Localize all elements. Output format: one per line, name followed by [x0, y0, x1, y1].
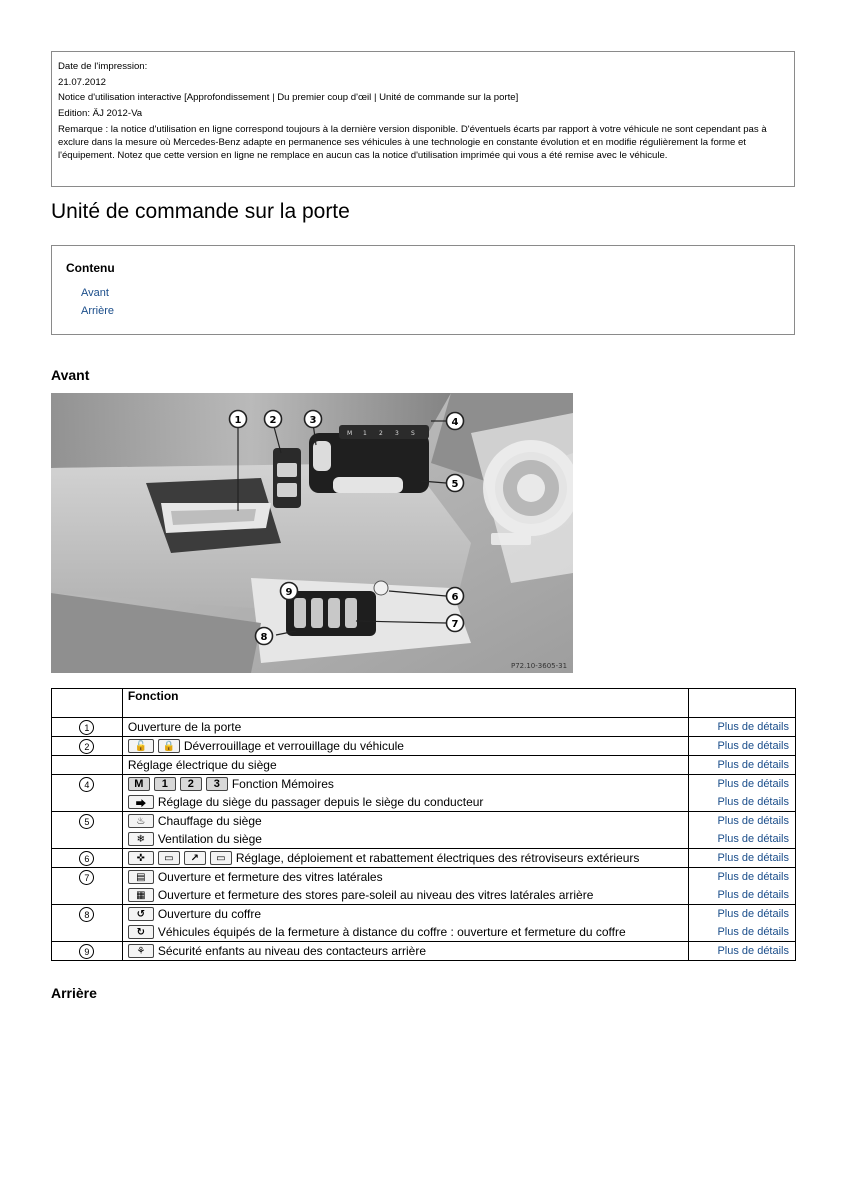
function-table: [51, 688, 796, 961]
function-line: [128, 886, 688, 904]
function-text: Réglage électrique du siège: [127, 758, 277, 772]
print-info-box: [51, 51, 795, 187]
details-cell: [688, 812, 795, 849]
details-link[interactable]: Plus de détails: [717, 926, 789, 938]
callout-1-label: 1: [234, 415, 242, 426]
table-row: [52, 905, 796, 942]
toc-heading: Contenu: [66, 261, 115, 275]
section-heading-rear: Arrière: [51, 985, 97, 1001]
function-text: Déverrouillage et verrouillage du véhicule: [183, 739, 404, 753]
lock-icon: 🔒: [158, 739, 180, 753]
function-text: Réglage, déploiement et rabattement électriques des rétroviseurs extérieurs: [235, 851, 640, 865]
details-link[interactable]: Plus de détails: [717, 908, 789, 920]
function-line: [128, 775, 688, 793]
memory-key-3: 3: [395, 430, 399, 437]
row-number: 9: [79, 944, 94, 959]
mirror-right-icon: ▭: [210, 851, 232, 865]
door-control-illustration: [51, 393, 573, 673]
toc-link-rear[interactable]: Arrière: [81, 305, 115, 317]
details-cell: [688, 849, 795, 868]
mirror-fold-icon: ↗: [184, 851, 206, 865]
function-text: Réglage du siège du passager depuis le siège du conducteur: [157, 795, 484, 809]
table-header-row: [52, 689, 796, 718]
details-cell: [688, 718, 795, 737]
function-text: Véhicules équipés de la fermeture à distance du coffre : ouverture et fermeture du coffre: [157, 925, 626, 939]
table-row: [52, 942, 796, 961]
row-number-cell: [52, 775, 123, 812]
memory-key-2: 2: [379, 430, 383, 437]
edition: Edition: ÄJ 2012-Va: [58, 108, 143, 120]
callout-6: [447, 588, 464, 605]
details-link[interactable]: Plus de détails: [717, 778, 789, 790]
section-heading-front: Avant: [51, 367, 90, 383]
row-number: 7: [79, 870, 94, 885]
callout-4: [447, 413, 464, 430]
callout-9-label: 9: [285, 587, 293, 598]
row-number-cell: [52, 718, 123, 737]
function-text: Ouverture et fermeture des vitres latérales: [157, 870, 383, 884]
table-row: [52, 868, 796, 905]
function-table-body: [52, 718, 796, 961]
callout-6-label: 6: [451, 592, 459, 603]
unlock-icon: 🔓: [128, 739, 154, 753]
function-text: Ventilation du siège: [157, 832, 262, 846]
memory-key-1: 1: [363, 430, 367, 437]
function-cell: [122, 775, 688, 812]
details-link[interactable]: Plus de détails: [717, 740, 789, 752]
function-line: [128, 905, 688, 923]
row-number: 6: [79, 851, 94, 866]
row-number: 4: [79, 777, 94, 792]
document-path: Notice d'utilisation interactive [Approfondissement | Du premier coup d'œil | Unité de commande sur la porte]: [58, 92, 519, 104]
row-number-cell: [52, 812, 123, 849]
header-function: Fonction: [122, 689, 688, 718]
function-line: [128, 923, 688, 941]
callout-5-label: 5: [451, 479, 459, 490]
function-line: [128, 737, 688, 755]
function-line: [128, 793, 688, 811]
header-empty-cell: [52, 689, 123, 718]
table-row: [52, 718, 796, 737]
disclaimer-note: Remarque : la notice d'utilisation en ligne correspond toujours à la dernière version disponible. D'éventuels écarts par rapport à votre véhicule ne sont cependant pas à exclure dans la mesure où Mercedes-Benz adapte en permanence ses véhicules à une technologie en constante évolution et en modifie régulièrement la forme et l'équipement. Notez que cette version en ligne ne remplace en aucun cas la notice d'utilisation imprimée qui vous a été remise avec le véhicule.: [58, 123, 767, 162]
print-date: 21.07.2012: [58, 76, 107, 88]
callout-8: [256, 628, 273, 645]
table-row: [52, 737, 796, 756]
details-link[interactable]: Plus de détails: [717, 759, 789, 771]
memory-key-3: 3: [206, 777, 228, 791]
function-cell: [122, 905, 688, 942]
trunk-remote-icon: ↻: [128, 925, 154, 939]
details-link[interactable]: Plus de détails: [717, 871, 789, 883]
memory-key-s: S: [411, 430, 415, 437]
child-safety-icon: ⚘: [128, 944, 154, 958]
seat-ventilation-icon: ❄: [128, 832, 154, 846]
row-number: 2: [79, 739, 94, 754]
seat-heating-icon: ♨: [128, 814, 154, 828]
passenger-seat-icon: ⮕: [128, 795, 154, 809]
function-line: [128, 812, 688, 830]
function-cell: [122, 849, 688, 868]
memory-key-2: 2: [180, 777, 202, 791]
row-number-cell: [52, 868, 123, 905]
figure-reference: P72.10-3605-31: [511, 662, 568, 670]
row-number-cell: [52, 849, 123, 868]
callout-5: [447, 475, 464, 492]
function-line: [128, 718, 688, 736]
details-link[interactable]: Plus de détails: [717, 796, 789, 808]
memory-key-m: M: [347, 430, 353, 437]
function-line: [128, 868, 688, 886]
row-number-cell: [52, 737, 123, 756]
memory-key-m: M: [128, 777, 150, 791]
function-cell: [122, 812, 688, 849]
function-line: [128, 830, 688, 848]
row-number-cell: [52, 942, 123, 961]
row-number: 1: [79, 720, 94, 735]
callout-1: [230, 411, 247, 428]
function-cell: [122, 718, 688, 737]
header-link-cell: [688, 689, 795, 718]
callout-9: [281, 583, 298, 600]
page-title: Unité de commande sur la porte: [51, 200, 350, 223]
callout-8-label: 8: [260, 632, 268, 643]
trunk-open-icon: ↺: [128, 907, 154, 921]
details-link[interactable]: Plus de détails: [717, 889, 789, 901]
function-text: Ouverture et fermeture des stores pare-soleil au niveau des vitres latérales arrière: [157, 888, 594, 902]
print-date-label: Date de l'impression:: [58, 61, 148, 72]
details-cell: [688, 775, 795, 812]
mirror-adjust-icon: ✜: [128, 851, 154, 865]
callout-3-label: 3: [309, 415, 317, 426]
callout-2-label: 2: [269, 415, 277, 426]
function-cell: [122, 868, 688, 905]
door-control-figure: [51, 393, 573, 673]
details-cell: [688, 868, 795, 905]
function-text: Chauffage du siège: [157, 814, 262, 828]
row-number: 8: [79, 907, 94, 922]
details-link[interactable]: Plus de détails: [717, 945, 789, 957]
callout-3: [305, 411, 322, 428]
mirror-left-icon: ▭: [158, 851, 180, 865]
function-cell: [122, 737, 688, 756]
table-row: [52, 812, 796, 849]
memory-key-1: 1: [154, 777, 176, 791]
details-cell: [688, 756, 795, 775]
function-line: [128, 849, 688, 867]
function-line: [128, 942, 688, 960]
details-link[interactable]: Plus de détails: [717, 852, 789, 864]
callout-2: [265, 411, 282, 428]
row-number: 5: [79, 814, 94, 829]
toc-box: [51, 245, 795, 335]
toc-link-front[interactable]: Avant: [81, 287, 109, 299]
details-link[interactable]: Plus de détails: [717, 721, 789, 733]
function-cell: [122, 942, 688, 961]
details-cell: [688, 942, 795, 961]
row-number-cell: [52, 756, 123, 775]
details-cell: [688, 737, 795, 756]
table-row: [52, 775, 796, 812]
table-row: [52, 849, 796, 868]
callout-7: [447, 615, 464, 632]
callout-4-label: 4: [451, 417, 459, 428]
function-text: Sécurité enfants au niveau des contacteurs arrière: [157, 944, 426, 958]
details-cell: [688, 905, 795, 942]
function-cell: [122, 756, 688, 775]
table-row: [52, 756, 796, 775]
details-link[interactable]: Plus de détails: [717, 833, 789, 845]
row-number-cell: [52, 905, 123, 942]
sunblind-icon: ▦: [128, 888, 154, 902]
function-text: Fonction Mémoires: [231, 777, 334, 791]
callout-7-label: 7: [451, 619, 459, 630]
details-link[interactable]: Plus de détails: [717, 815, 789, 827]
function-text: Ouverture de la porte: [127, 720, 242, 734]
window-icon: ▤: [128, 870, 154, 884]
function-text: Ouverture du coffre: [157, 907, 262, 921]
function-line: [128, 756, 688, 774]
